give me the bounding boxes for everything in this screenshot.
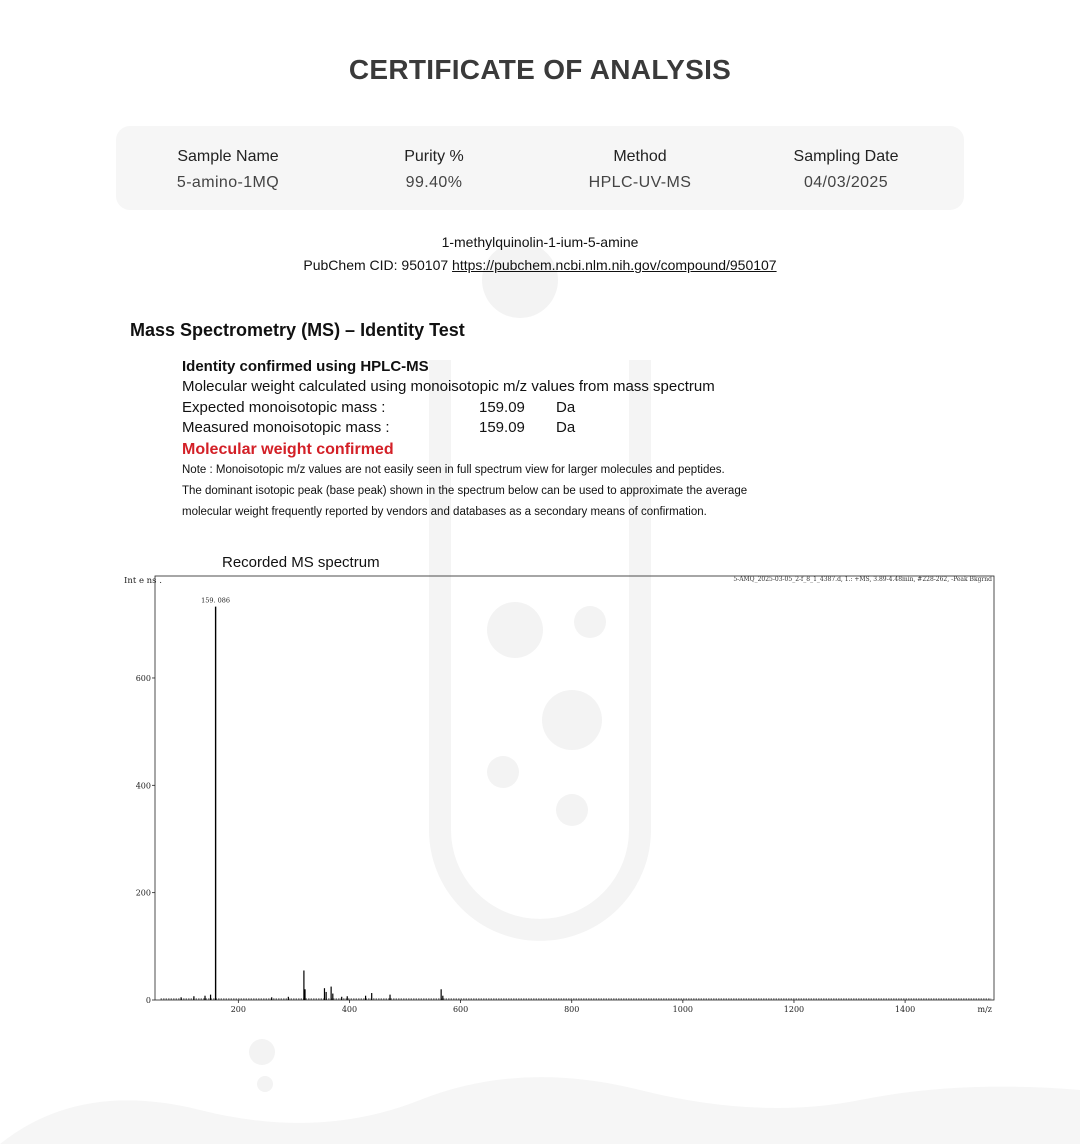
ms-section-title: Mass Spectrometry (MS) – Identity Test — [130, 320, 465, 340]
x-tick-label: 200 — [230, 1005, 246, 1014]
x-axis-label: m/z — [977, 1005, 992, 1014]
note-line: The dominant isotopic peak (base peak) shown in the spectrum below can be used to approximate the average — [182, 485, 748, 497]
identity-line: Identity confirmed using HPLC-MS — [182, 358, 429, 375]
summary-label: Purity % — [404, 148, 464, 165]
summary-sample-name — [122, 148, 334, 192]
summary-label: Sample Name — [177, 148, 279, 165]
x-tick-label: 800 — [564, 1005, 580, 1014]
spectrum-title: Recorded MS spectrum — [222, 554, 380, 571]
pubchem-link[interactable]: https://pubchem.ncbi.nlm.nih.gov/compound/950107 — [452, 257, 777, 273]
pubchem-reference — [0, 257, 1080, 273]
compound-name: 1-methylquinolin-1-ium-5-amine — [441, 234, 639, 250]
mw-confirmed-status: Molecular weight confirmed — [182, 441, 394, 458]
y-tick-label: 600 — [135, 673, 151, 683]
summary-value: HPLC-UV-MS — [588, 174, 692, 191]
spectrum-header-text: 5-AMQ_2025-03-05_2-f_8_1_4387.d, 1.: +MS, 3.89-4.48min, #228-262, -Peak Bkgrnd — [733, 576, 992, 583]
note-line: molecular weight frequently reported by vendors and databases as a secondary means of confirmation. — [182, 506, 707, 518]
x-tick-label: 1000 — [672, 1005, 694, 1014]
expected-mass-value: 159.09 — [479, 399, 525, 416]
summary-sampling-date — [740, 148, 952, 192]
note-line: Note : Monoisotopic m/z values are not easily seen in full spectrum view for larger molecules and peptides. — [182, 464, 725, 476]
y-axis-label: Int e ns . — [124, 576, 162, 586]
y-tick-label: 400 — [135, 781, 151, 791]
x-tick-label: 1400 — [894, 1005, 916, 1014]
mw-calculation-line: Molecular weight calculated using monoisotopic m/z values from mass spectrum — [182, 378, 715, 395]
summary-panel — [116, 126, 964, 210]
ms-spectrum-chart — [0, 570, 1080, 1020]
summary-purity — [328, 148, 540, 192]
y-tick-label: 200 — [135, 888, 151, 898]
measured-mass-value: 159.09 — [479, 419, 525, 436]
measured-mass-label: Measured monoisotopic mass : — [182, 419, 390, 436]
peak-annotation: 159. 086 — [201, 596, 231, 605]
summary-method — [534, 148, 746, 192]
y-tick-label: 0 — [145, 996, 151, 1005]
x-tick-label: 400 — [341, 1005, 358, 1014]
expected-mass-unit: Da — [556, 399, 576, 416]
x-tick-label: 600 — [452, 1005, 469, 1014]
summary-label: Method — [613, 148, 667, 165]
summary-label: Sampling Date — [793, 148, 899, 165]
x-tick-label: 1200 — [783, 1005, 805, 1014]
summary-value: 04/03/2025 — [803, 174, 889, 191]
summary-value: 5-amino-1MQ — [176, 174, 280, 191]
summary-value: 99.40% — [405, 174, 463, 191]
document-title: CERTIFICATE OF ANALYSIS — [348, 54, 732, 85]
measured-mass-unit: Da — [556, 419, 576, 436]
expected-mass-label: Expected monoisotopic mass : — [182, 399, 386, 416]
plot-frame — [155, 576, 994, 1000]
pubchem-cid: PubChem CID: 950107 — [303, 257, 449, 273]
